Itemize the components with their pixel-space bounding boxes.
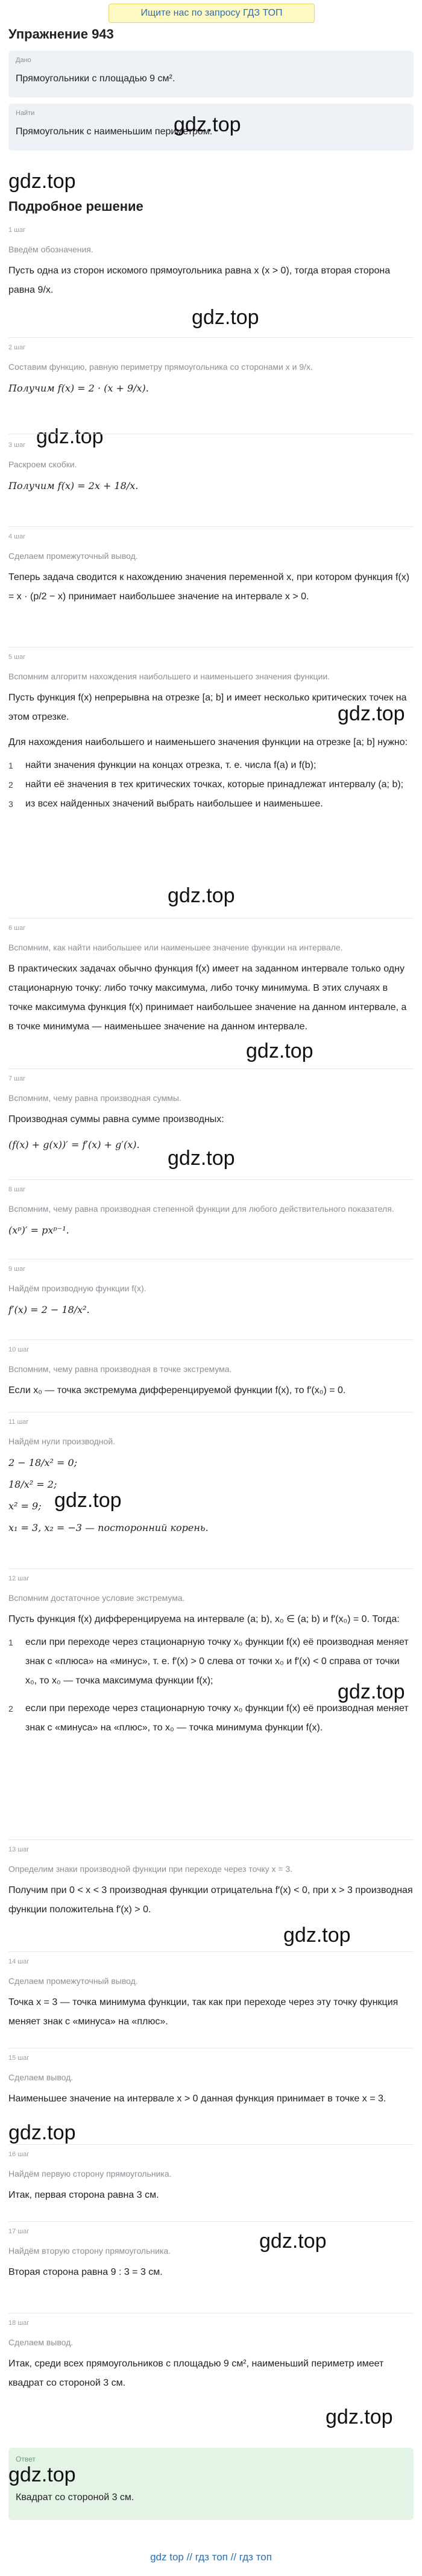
step-description: Найдём вторую сторону прямоугольника. xyxy=(8,2246,171,2256)
answer-label: Ответ xyxy=(16,2455,36,2463)
answer-text: Квадрат со стороной 3 см. xyxy=(16,2492,134,2503)
equation-line: x² = 9; xyxy=(8,1500,42,1512)
step-body: Пусть функция f(x) непрерывна на отрезке [a; b] и имеет несколько критических точек на этом отрезке. xyxy=(8,693,407,722)
step-description: Сделаем вывод. xyxy=(8,2072,74,2082)
step xyxy=(8,1412,414,1538)
step xyxy=(8,1339,414,1400)
step xyxy=(8,337,414,398)
step xyxy=(8,1068,414,1155)
watermark: gdz.top xyxy=(8,170,76,193)
watermark: gdz.top xyxy=(174,113,241,136)
step-number: 17 шаг xyxy=(8,2228,30,2235)
step-description: Вспомним, чему равна производная степенной функции для любого действительного показателя. xyxy=(8,1204,394,1214)
watermark: gdz.top xyxy=(259,2230,327,2253)
step-description: Сделаем промежуточный вывод. xyxy=(8,551,138,561)
page-title: Упражнение 943 xyxy=(8,27,114,42)
step-body: Теперь задача сводится к нахождению значения переменной x, при котором функция f(x) = x · (p/2 − x) принимает наибольшее значение на интервале x > 0. xyxy=(8,572,410,602)
step-formula: Получим f(x) = 2 · (x + 9/x). xyxy=(8,382,149,394)
step-body: Вторая сторона равна 9 : 3 = 3 см. xyxy=(8,2267,163,2277)
step-number: 7 шаг xyxy=(8,1075,26,1082)
step-number: 4 шаг xyxy=(8,533,26,540)
watermark: gdz.top xyxy=(338,1680,405,1703)
step xyxy=(8,1839,414,1920)
list-item: 2 если при переходе через стационарную точку x₀ функции f(x) её производная меняет знак с «минуса» на «плюс», то x₀ — точка минимума функции f(x). xyxy=(8,1703,409,1733)
watermark: gdz.top xyxy=(8,2121,76,2144)
step-description: Найдём первую сторону прямоугольника. xyxy=(8,2169,172,2178)
step-description: Вспомним, чему равна производная суммы. xyxy=(8,1093,181,1103)
step-description: Найдём нули производной. xyxy=(8,1436,116,1446)
step xyxy=(8,226,414,300)
step-number: 8 шаг xyxy=(8,1186,26,1193)
step-number: 2 шаг xyxy=(8,344,26,351)
find-text: Прямоугольник с наименьшим периметром. xyxy=(16,126,213,137)
equation-line: 18/x² = 2; xyxy=(8,1479,57,1490)
step-body: Наименьшее значение на интервале x > 0 данная функция принимает в точке x = 3. xyxy=(8,2094,386,2104)
given-label: Дано xyxy=(16,57,31,64)
watermark: gdz.top xyxy=(8,2463,76,2486)
step-body: Производная суммы равна сумме производных: xyxy=(8,1114,224,1124)
step-description: Вспомним, чему равна производная в точке экстремума. xyxy=(8,1364,232,1374)
step-formula: f′(x) = 2 − 18/x². xyxy=(8,1304,90,1315)
step-body: Точка x = 3 — точка минимума функции, так как при переходе через эту точку функция меняет знак с «минуса» на «плюс». xyxy=(8,1997,398,2027)
step xyxy=(8,2144,414,2205)
step-number: 10 шаг xyxy=(8,1346,30,1353)
step-description: Определим знаки производной функции при переходе через точку x = 3. xyxy=(8,1864,293,1874)
step-description: Раскроем скобки. xyxy=(8,460,77,469)
step-number: 5 шаг xyxy=(8,653,26,661)
equation-line: x₁ = 3, x₂ = −3 — посторонний корень. xyxy=(8,1522,209,1533)
step xyxy=(8,918,414,1037)
step-description: Сделаем промежуточный вывод. xyxy=(8,1976,138,1986)
list-item: 1 найти значения функции на концах отрезка, т. е. числа f(a) и f(b); xyxy=(8,760,316,770)
step-formula: Получим f(x) = 2x + 18/x. xyxy=(8,480,139,491)
given-text: Прямоугольники с площадью 9 см². xyxy=(16,73,175,84)
list-item: 1 если при переходе через стационарную точку x₀ функции f(x) её производная меняет знак с «плюса» на «минус», т. е. f′(x) > 0 слева от точки x₀ и f′(x) < 0 справа от точки x₀, то x₀ — точка максимума функции f(x); xyxy=(8,1637,409,1686)
step-list xyxy=(8,756,414,814)
step-body: Пусть одна из сторон искомого прямоугольника равна x (x > 0), тогда вторая сторона равна 9/x. xyxy=(8,266,391,295)
step-number: 13 шаг xyxy=(8,1846,30,1853)
step-number: 11 шаг xyxy=(8,1418,29,1426)
watermark: gdz.top xyxy=(246,1040,313,1062)
step-formula: (xᵖ)′ = pxᵖ⁻¹. xyxy=(8,1224,69,1236)
section-title: Подробное решение xyxy=(8,199,143,214)
step-description: Введём обозначения. xyxy=(8,245,93,254)
step-body: Если x₀ — точка экстремума дифференцируемой функции f(x), то f′(x₀) = 0. xyxy=(8,1385,346,1396)
watermark: gdz.top xyxy=(54,1489,122,1512)
search-hint-banner[interactable]: Ищите нас по запросу ГДЗ ТОП xyxy=(109,4,315,23)
step-number: 14 шаг xyxy=(8,1958,30,1965)
find-label: Найти xyxy=(16,110,35,117)
step-number: 1 шаг xyxy=(8,226,26,234)
step xyxy=(8,1179,414,1240)
step xyxy=(8,434,414,496)
step-number: 18 шаг xyxy=(8,2319,30,2327)
step-description: Найдём производную функции f(x). xyxy=(8,1283,146,1293)
step-body: Итак, первая сторона равна 3 см. xyxy=(8,2190,159,2200)
step xyxy=(8,526,414,607)
step-description: Вспомним алгоритм нахождения наибольшего и наименьшего значения функции. xyxy=(8,672,330,681)
list-item: 2 найти её значения в тех критических точках, которые принадлежат интервалу (a; b); xyxy=(8,779,404,790)
step-number: 9 шаг xyxy=(8,1265,26,1273)
step xyxy=(8,1951,414,2032)
step xyxy=(8,1259,414,1320)
footer-links[interactable]: gdz top // гдз топ // гдз топ xyxy=(150,2551,272,2563)
step xyxy=(8,2221,414,2282)
watermark: gdz.top xyxy=(283,1924,351,1947)
step-description: Сделаем вывод. xyxy=(8,2337,74,2347)
answer-card xyxy=(8,2448,414,2520)
watermark: gdz.top xyxy=(36,425,104,448)
step-body: Получим при 0 < x < 3 производная функции отрицательна f′(x) < 0, при x > 3 производная функции положительна f′(x) > 0. xyxy=(8,1885,413,1915)
step-number: 16 шаг xyxy=(8,2151,30,2158)
watermark: gdz.top xyxy=(192,306,259,329)
step-formula: (f(x) + g(x))′ = f′(x) + g′(x). xyxy=(8,1139,140,1150)
step-number: 12 шаг xyxy=(8,1575,30,1582)
list-item: 3 из всех найденных значений выбрать наибольшее и наименьшее. xyxy=(8,799,323,809)
watermark: gdz.top xyxy=(168,884,235,907)
step-number: 15 шаг xyxy=(8,2054,30,2062)
step xyxy=(8,1568,414,1738)
step-body: Итак, среди всех прямоугольников с площадью 9 см², наименьший периметр имеет квадрат со стороной 3 см. xyxy=(8,2359,384,2388)
step-body: В практических задачах обычно функция f(x) имеет на заданном интервале только одну стационарную точку: либо точку максимума, либо точку минимума. В этих случаях в точке максимума функция f(x) принимает наибольшее значение на данном интервале, а в точке минимума — наименьшее значение на данном интервале. xyxy=(8,964,407,1032)
step xyxy=(8,2313,414,2393)
given-card xyxy=(8,51,414,98)
step-description: Составим функцию, равную периметру прямоугольника со сторонами x и 9/x. xyxy=(8,362,313,372)
step-number: 6 шаг xyxy=(8,925,26,932)
step-number: 3 шаг xyxy=(8,441,26,449)
step xyxy=(8,647,414,814)
equation-line: 2 − 18/x² = 0; xyxy=(8,1457,78,1468)
step-description: Вспомним достаточное условие экстремума. xyxy=(8,1593,185,1603)
watermark: gdz.top xyxy=(168,1147,235,1170)
step-description: Вспомним, как найти наибольшее или наименьшее значение функции на интервале. xyxy=(8,943,343,952)
watermark: gdz.top xyxy=(326,2406,393,2428)
watermark: gdz.top xyxy=(338,702,405,725)
step-body: Пусть функция f(x) дифференцируема на интервале (a; b), x₀ ∈ (a; b) и f′(x₀) = 0. Тогда: xyxy=(8,1614,400,1624)
step-body: Для нахождения наибольшего и наименьшего значения функции на отрезке [a; b] нужно: xyxy=(8,737,408,747)
step xyxy=(8,2048,414,2109)
